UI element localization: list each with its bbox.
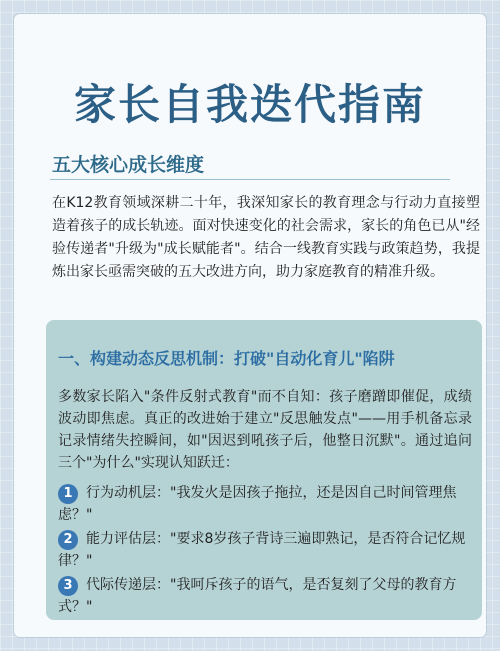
list-item-text: 行为动机层："我发火是因孩子拖拉，还是因自己时间管理焦虑？" [58,485,457,523]
list-item [58,528,472,572]
intro-paragraph: 在K12教育领域深耕二十年，我深知家长的教育理念与行动力直接塑造着孩子的成长轨迹。面对快速变化的社会需求，家长的角色已从"经验传递者"升级为"成长赋能者"。结合一线教育实践与政策趋势，我提炼出家长亟需突破的五大改进方向，助力家庭教育的精准升级。 [52,195,480,280]
panel-heading: 一、构建动态反思机制：打破"自动化育儿"陷阱 [58,349,395,368]
divider [50,179,450,180]
number-badge: 3 [58,576,78,596]
number-badge: 1 [58,484,78,504]
page-card [14,14,486,637]
list-item [58,574,472,618]
page-title: 家长自我迭代指南 [73,80,426,129]
list-item [58,482,472,526]
list-item-text: 代际传递层："我呵斥孩子的语气，是否复刻了父母的教育方式？" [58,577,457,615]
reflection-panel [46,320,482,620]
list-item-text: 能力评估层："要求8岁孩子背诗三遍即熟记，是否符合记忆规律？" [58,531,466,569]
number-badge: 2 [58,530,78,550]
section-subtitle: 五大核心成长维度 [52,154,205,176]
panel-body: 多数家长陷入"条件反射式教育"而不自知：孩子磨蹭即催促，成绩波动即焦虑。真正的改进始于建立"反思触发点"——用手机备忘录记录情绪失控瞬间，如"因迟到吼孩子后，他整日沉默"。通过追问三个"为什么"实现认知跃迁： [58,389,472,471]
